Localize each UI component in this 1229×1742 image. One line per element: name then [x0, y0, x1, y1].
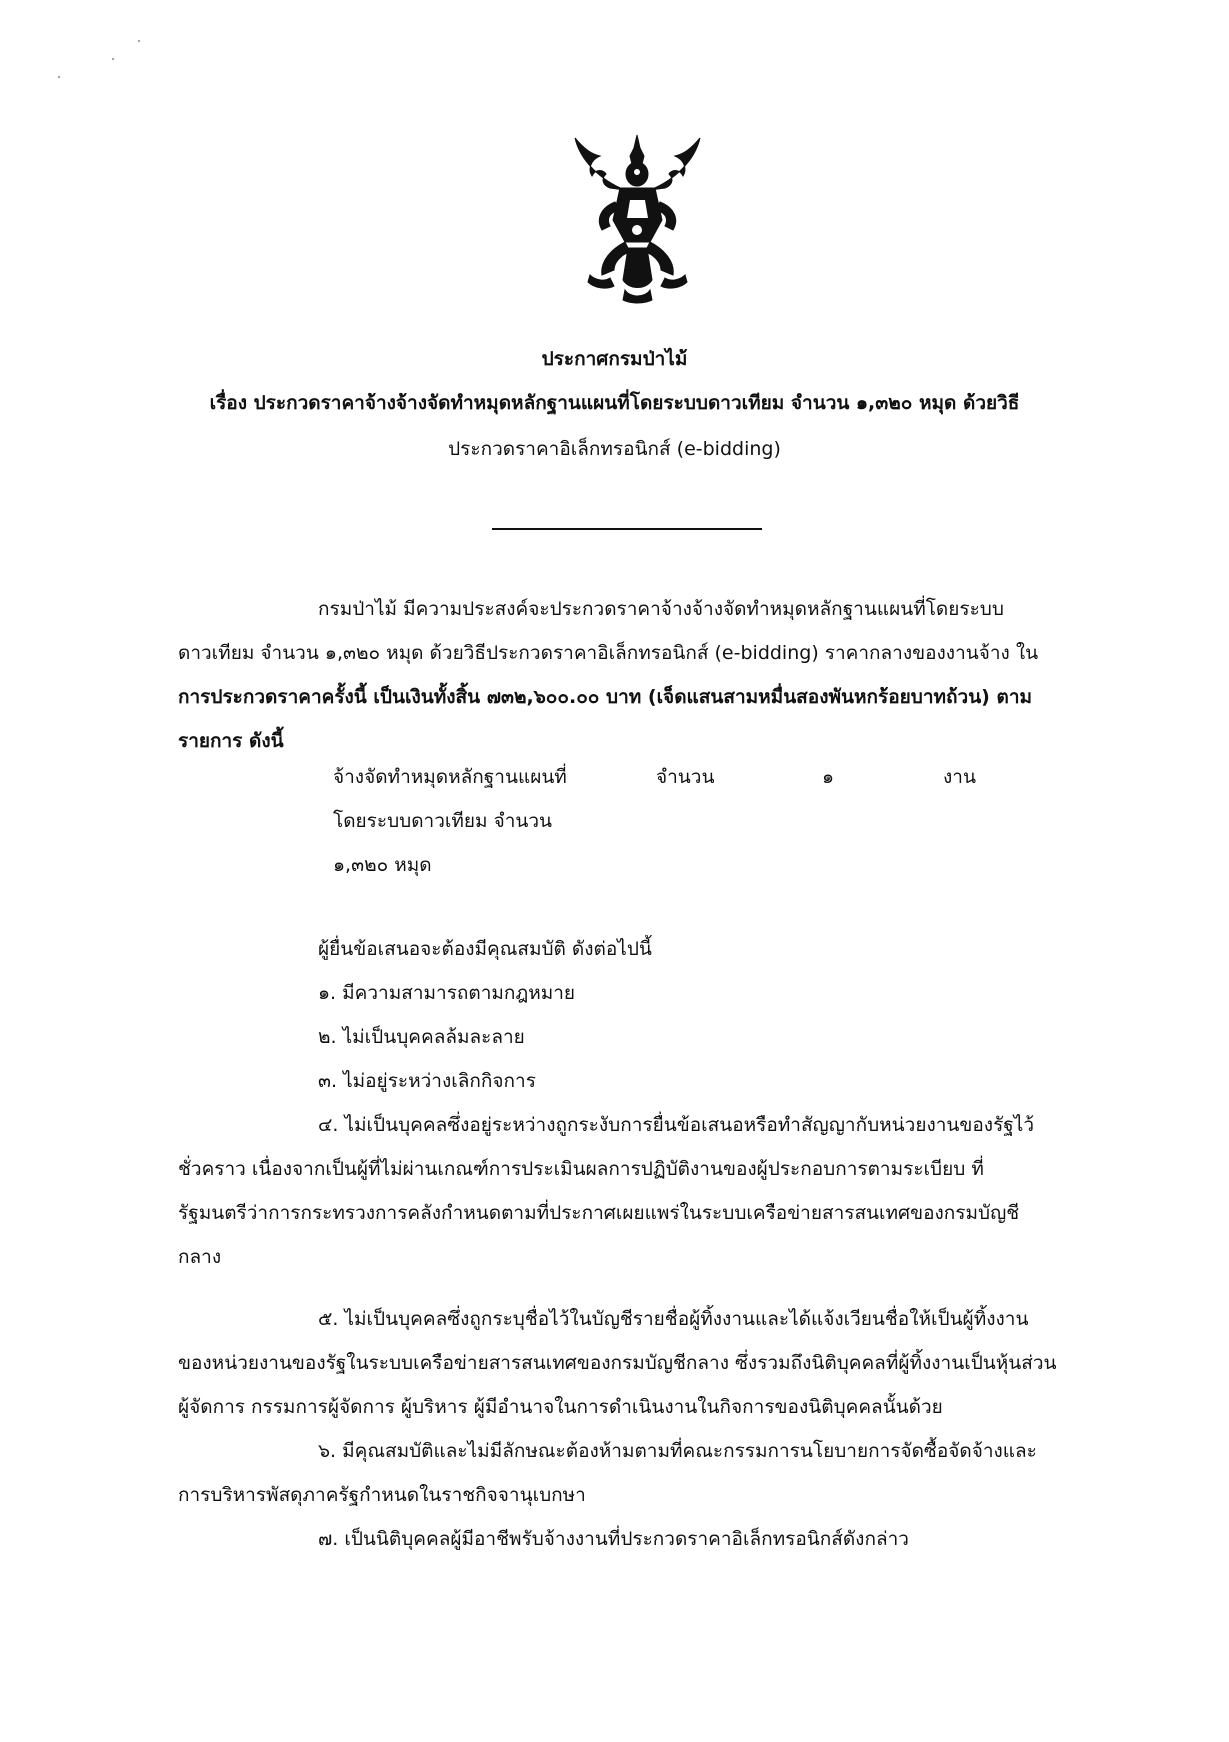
intro-line-3: การประกวดราคาครั้งนี้ เป็นเงินทั้งสิ้น ๗๓๒,๖๐๐.๐๐ บาท (เจ็ดแสนสามหมื่นสองพันหกร้อยบาทถ้วน) ตาม	[178, 686, 1033, 708]
qualification-4-line-1: ๔. ไม่เป็นบุคคลซึ่งอยู่ระหว่างถูกระงับการยื่นข้อเสนอหรือทำสัญญากับหน่วยงานของรัฐไว้	[318, 1114, 1034, 1136]
qualification-1: ๑. มีความสามารถตามกฎหมาย	[318, 982, 576, 1004]
scan-speck	[58, 76, 60, 78]
qualification-4-line-3: รัฐมนตรีว่าการกระทรวงการคลังกำหนดตามที่ประกาศเผยแพร่ในระบบเครือข่ายสารสนเทศของกรมบัญชี	[178, 1202, 1020, 1224]
qualification-7: ๗. เป็นนิติบุคคลผู้มีอาชีพรับจ้างงานที่ประกวดราคาอิเล็กทรอนิกส์ดังกล่าว	[318, 1528, 909, 1550]
item-description-line-3: ๑,๓๒๐ หมุด	[333, 854, 432, 876]
qualification-5-line-1: ๕. ไม่เป็นบุคคลซึ่งถูกระบุชื่อไว้ในบัญชีรายชื่อผู้ทิ้งงานและได้แจ้งเวียนชื่อให้เป็นผู้ทิ้งงาน	[318, 1308, 1029, 1330]
qualification-4-line-4: กลาง	[178, 1246, 222, 1268]
announcement-subject	[0, 394, 1229, 413]
qualification-6-line-1: ๖. มีคุณสมบัติและไม่มีลักษณะต้องห้ามตามที่คณะกรรมการนโยบายการจัดซื้อจัดจ้างและ	[318, 1440, 1037, 1462]
item-unit: งาน	[943, 766, 976, 788]
item-quantity-label: จำนวน	[656, 766, 715, 788]
subject-text: ประกวดราคาจ้างจ้างจัดทำหมุดหลักฐานแผนที่โดยระบบดาวเทียม จำนวน ๑,๓๒๐ หมุด ด้วยวิธี	[253, 392, 1020, 414]
garuda-emblem-icon	[570, 130, 705, 305]
qualifications-heading: ผู้ยื่นข้อเสนอจะต้องมีคุณสมบัติ ดังต่อไปนี้	[318, 938, 652, 960]
qualification-5-line-2: ของหน่วยงานของรัฐในระบบเครือข่ายสารสนเทศของกรมบัญชีกลาง ซึ่งรวมถึงนิติบุคคลที่ผู้ทิ้งงานเป็นหุ้นส่วน	[178, 1352, 1057, 1374]
subject-label: เรื่อง	[209, 392, 247, 414]
qualification-2: ๒. ไม่เป็นบุคคลล้มละลาย	[318, 1026, 525, 1048]
intro-line-1: กรมป่าไม้ มีความประสงค์จะประกวดราคาจ้างจ้างจัดทำหมุดหลักฐานแผนที่โดยระบบ	[318, 598, 1004, 620]
qualification-6-line-2: การบริหารพัสดุภาครัฐกำหนดในราชกิจจานุเบกษา	[178, 1484, 586, 1506]
announcement-org-title: ประกาศกรมป่าไม้	[541, 348, 688, 370]
announcement-subject-continued: ประกวดราคาอิเล็กทรอนิกส์ (e-bidding)	[448, 438, 781, 460]
title-divider	[492, 528, 762, 530]
intro-line-4: รายการ ดังนี้	[178, 730, 284, 752]
scan-speck	[138, 40, 140, 42]
item-quantity-value: ๑	[822, 766, 835, 788]
item-description-line-2: โดยระบบดาวเทียม จำนวน	[333, 810, 553, 832]
scan-speck	[112, 58, 114, 60]
intro-line-2: ดาวเทียม จำนวน ๑,๓๒๐ หมุด ด้วยวิธีประกวดราคาอิเล็กทรอนิกส์ (e-bidding) ราคากลางของงานจ้าง ใน	[178, 642, 1039, 664]
item-description-line-1: จ้างจัดทำหมุดหลักฐานแผนที่	[333, 766, 567, 788]
qualification-3: ๓. ไม่อยู่ระหว่างเลิกกิจการ	[318, 1070, 536, 1092]
qualification-4-line-2: ชั่วคราว เนื่องจากเป็นผู้ที่ไม่ผ่านเกณฑ์การประเมินผลการปฏิบัติงานของผู้ประกอบการตามระเบียบ ที่	[178, 1158, 984, 1180]
qualification-5-line-3: ผู้จัดการ กรรมการผู้จัดการ ผู้บริหาร ผู้มีอำนาจในการดำเนินงานในกิจการของนิติบุคคลนั้นด้วย	[178, 1396, 943, 1418]
